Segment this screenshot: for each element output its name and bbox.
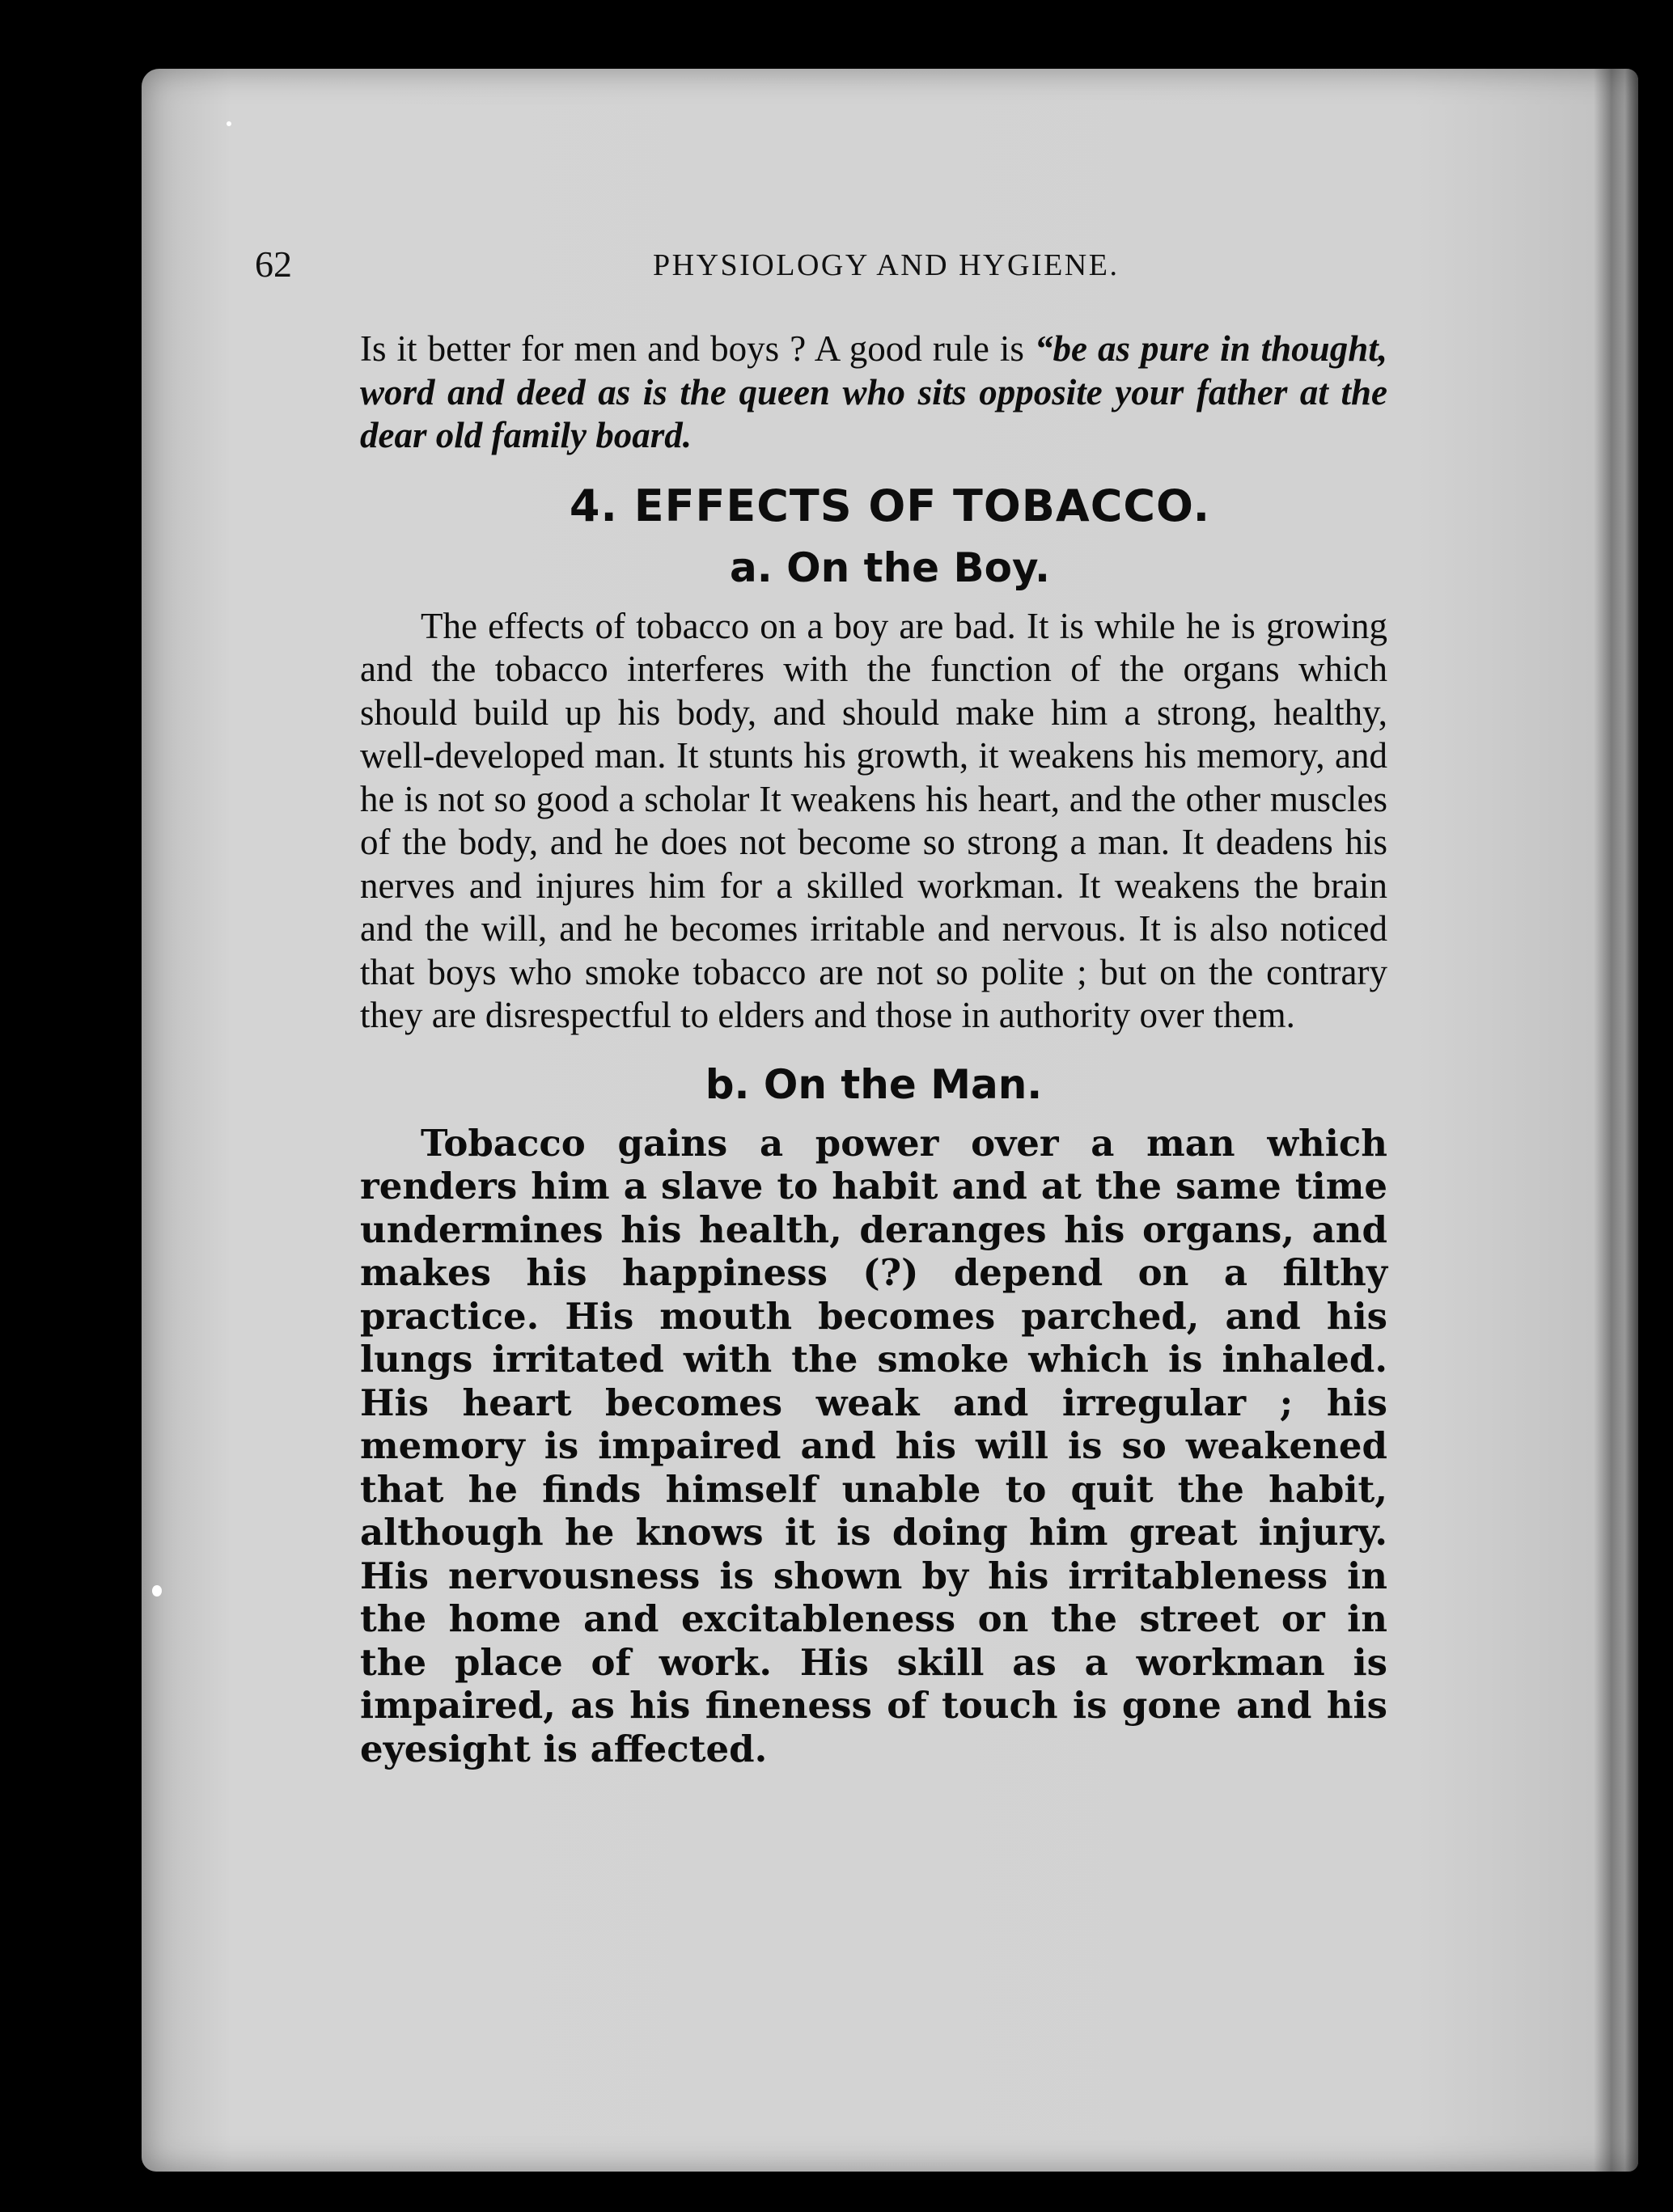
scan-speck — [152, 1585, 162, 1597]
subsection-heading-boy: a. On the Boy. — [730, 543, 1050, 591]
running-title: PHYSIOLOGY AND HYGIENE. — [653, 248, 1120, 282]
page-number: 62 — [255, 243, 292, 285]
subsection-body-boy: The effects of tobacco on a boy are bad. It is while he is growing and the tobacco interferes with the function of the organs which should build up his body, and should make him a strong, healthy, well-developed man. It stunts his growth, it weakens his memory, and he is not so good a scholar It weakens his heart, and the other muscles of the body, and he does not become so strong a man. It deadens his nerves and injures him for a skilled workman. It weakens the brain and the will, and he becomes irritable and nervous. It is also noticed that boys who smoke tobacco are not so polite ; but on the contrary they are disrespectful to elders and those in authority over them. — [360, 605, 1387, 1035]
page-header — [255, 243, 1169, 291]
subsection-heading-man: b. On the Man. — [705, 1060, 1043, 1108]
intro-plain-text: Is it better for men and boys ? A good rule is — [360, 328, 1035, 369]
page-body — [360, 328, 1387, 1770]
page-edge-shadow — [1594, 69, 1638, 2172]
subsection-body-man: Tobacco gains a power over a man which renders him a slave to habit and at the same time undermines his health, deranges his organs, and makes his happiness (?) depend on a filthy practice. His mouth becomes parched, and his lungs irritated with the smoke which is inhaled. His heart becomes weak and irregular ; his memory is impaired and his will is so weakened that he finds himself unable to quit the habit, although he knows it is doing him great injury. His nervousness is shown by his irritableness in the home and excitableness on the street or in the place of work. His skill as a workman is impaired, as his fineness of touch is gone and his eyesight is affected. — [360, 1121, 1387, 1770]
section-heading: 4. EFFECTS OF TOBACCO. — [569, 480, 1211, 531]
intro-emphasis-text: “be as pure in thought, word and deed as is the queen who sits opposite your father at the dear old family board. — [360, 328, 1387, 455]
scan-speck — [227, 121, 231, 126]
intro-paragraph — [360, 328, 1387, 458]
